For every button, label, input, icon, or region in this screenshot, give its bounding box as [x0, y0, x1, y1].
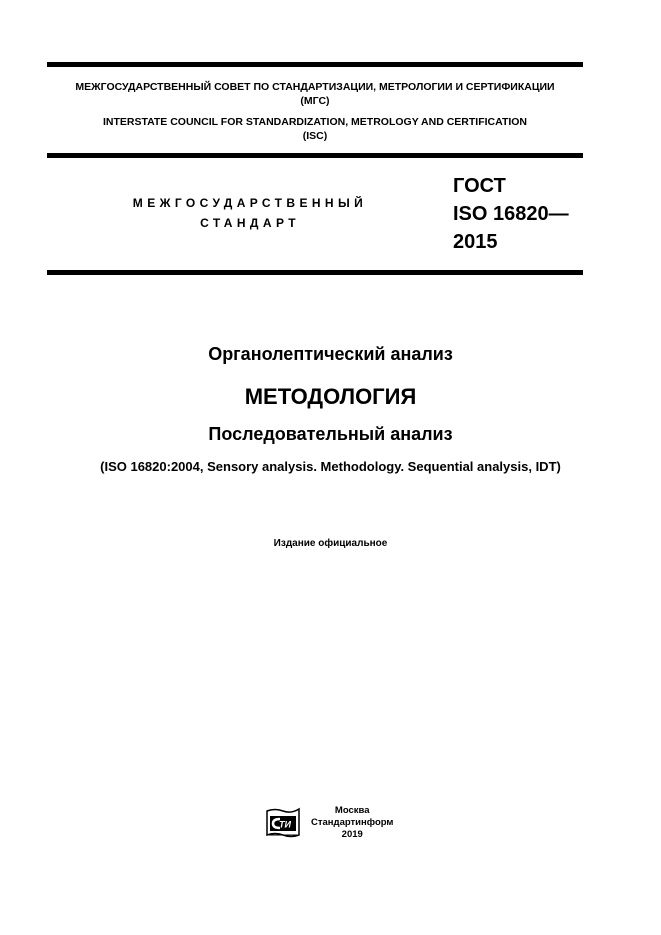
council-en-abbr: (ISC): [302, 130, 328, 142]
publisher-name: Стандартинформ: [311, 817, 394, 828]
edition-label: Издание официальное: [273, 538, 388, 549]
title-reference: (ISO 16820:2004, Sensory analysis. Methodology. Sequential analysis, IDT): [100, 459, 561, 474]
title-subtitle: Последовательный анализ: [208, 424, 453, 444]
bottom-rule: [47, 270, 583, 275]
standard-code-line1: ГОСТ: [453, 175, 506, 197]
council-en-block: [47, 115, 583, 143]
council-ru-block: [47, 80, 583, 108]
standard-type-line2: СТАНДАРТ: [200, 216, 300, 230]
standard-type: [100, 193, 400, 233]
standard-code-line2: ISO 16820—: [453, 203, 569, 225]
middle-rule: [47, 153, 583, 158]
title-main: МЕТОДОЛОГИЯ: [244, 384, 417, 409]
publisher-text: [311, 805, 393, 841]
council-ru-abbr: (МГС): [300, 95, 330, 107]
standartinform-logo-icon: [265, 807, 301, 839]
svg-text:ТИ: ТИ: [279, 819, 291, 830]
publisher-year: 2019: [341, 829, 363, 840]
council-en-name: INTERSTATE COUNCIL FOR STANDARDIZATION, METROLOGY AND CERTIFICATION: [102, 116, 528, 128]
publisher-city: Москва: [334, 805, 370, 816]
publisher-block: [265, 805, 393, 841]
top-rule: [47, 62, 583, 67]
standard-code-line3: 2015: [453, 231, 498, 253]
title-subject: Органолептический анализ: [208, 344, 453, 364]
standard-type-line1: МЕЖГОСУДАРСТВЕННЫЙ: [132, 196, 368, 210]
standard-code: [453, 172, 569, 256]
council-ru-name: МЕЖГОСУДАРСТВЕННЫЙ СОВЕТ ПО СТАНДАРТИЗАЦИИ, МЕТРОЛОГИИ И СЕРТИФИКАЦИИ: [75, 81, 555, 93]
